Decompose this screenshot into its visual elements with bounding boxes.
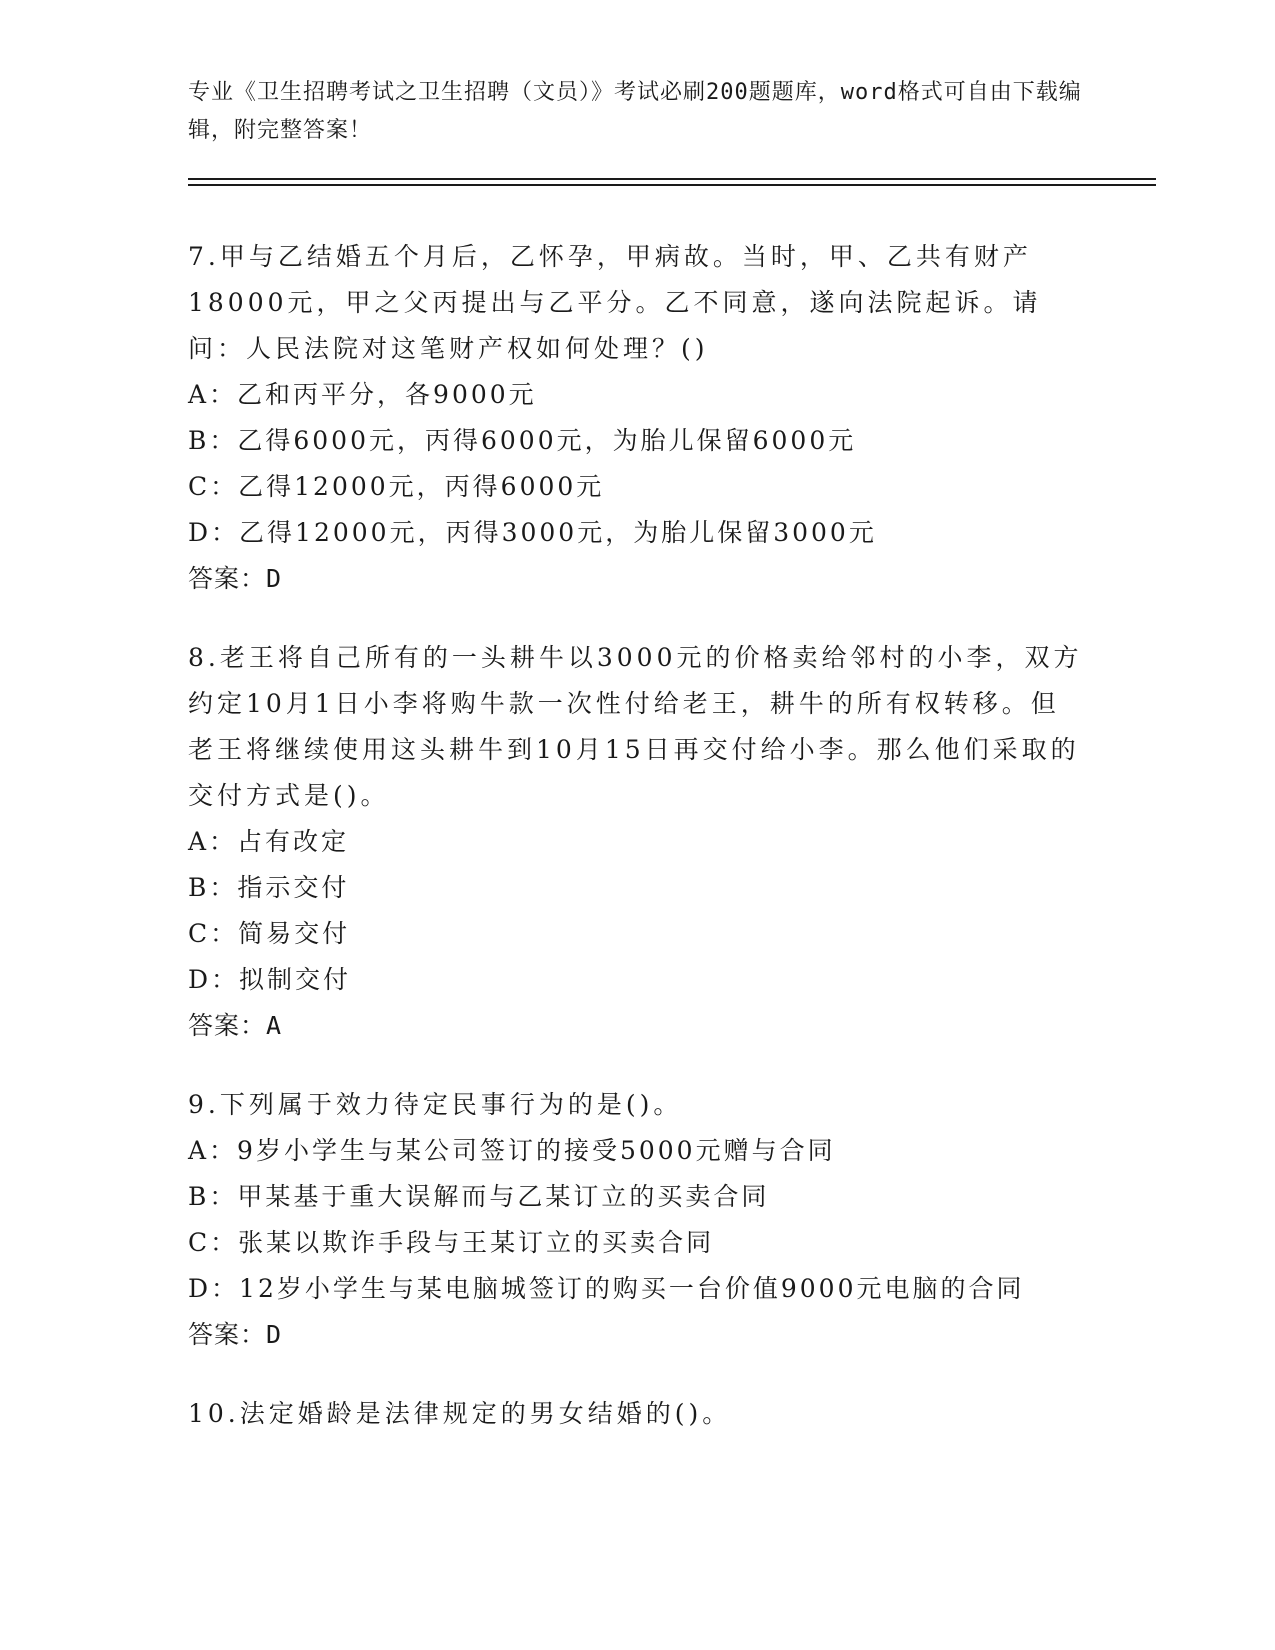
header-rule-bottom [188,184,1156,186]
question-10 [188,1391,1088,1437]
answer-line: 答案：D [188,1320,283,1349]
option-a: A：乙和丙平分，各9000元 [188,380,537,409]
option-b: B：指示交付 [188,873,350,902]
option-c: C：简易交付 [188,919,351,948]
question-9 [188,1082,1088,1358]
question-stem: 9.下列属于效力待定民事行为的是()。 [188,1090,683,1119]
question-stem: 10.法定婚龄是法律规定的男女结婚的()。 [188,1399,732,1428]
header-rule-top [188,178,1156,180]
option-a: A：占有改定 [188,827,350,856]
option-d: D：12岁小学生与某电脑城签订的购买一台价值9000元电脑的合同 [188,1274,1025,1303]
option-b: B：乙得6000元，丙得6000元，为胎儿保留6000元 [188,426,857,455]
option-d: D：乙得12000元，丙得3000元，为胎儿保留3000元 [188,518,877,547]
option-c: C：乙得12000元，丙得6000元 [188,472,605,501]
question-stem: 7.甲与乙结婚五个月后，乙怀孕，甲病故。当时，甲、乙共有财产18000元，甲之父丙提出与乙平分。乙不同意，遂向法院起诉。请问：人民法院对这笔财产权如何处理？() [188,242,1042,363]
question-8 [188,635,1088,1049]
document-header: 专业《卫生招聘考试之卫生招聘（文员）》考试必刷200题题库，word格式可自由下载编辑，附完整答案！ [188,80,1082,143]
question-list [188,234,1088,1470]
question-7 [188,234,1088,602]
answer-line: 答案：A [188,1011,283,1040]
question-stem: 8.老王将自己所有的一头耕牛以3000元的价格卖给邻村的小李，双方约定10月1日小李将购牛款一次性付给老王，耕牛的所有权转移。但老王将继续使用这头耕牛到10月15日再交付给小李。那么他们采取的交付方式是()。 [188,643,1083,810]
answer-line: 答案：D [188,564,283,593]
option-b: B：甲某基于重大误解而与乙某订立的买卖合同 [188,1182,770,1211]
option-d: D：拟制交付 [188,965,352,994]
option-a: A：9岁小学生与某公司签订的接受5000元赠与合同 [188,1136,836,1165]
option-c: C：张某以欺诈手段与王某订立的买卖合同 [188,1228,715,1257]
